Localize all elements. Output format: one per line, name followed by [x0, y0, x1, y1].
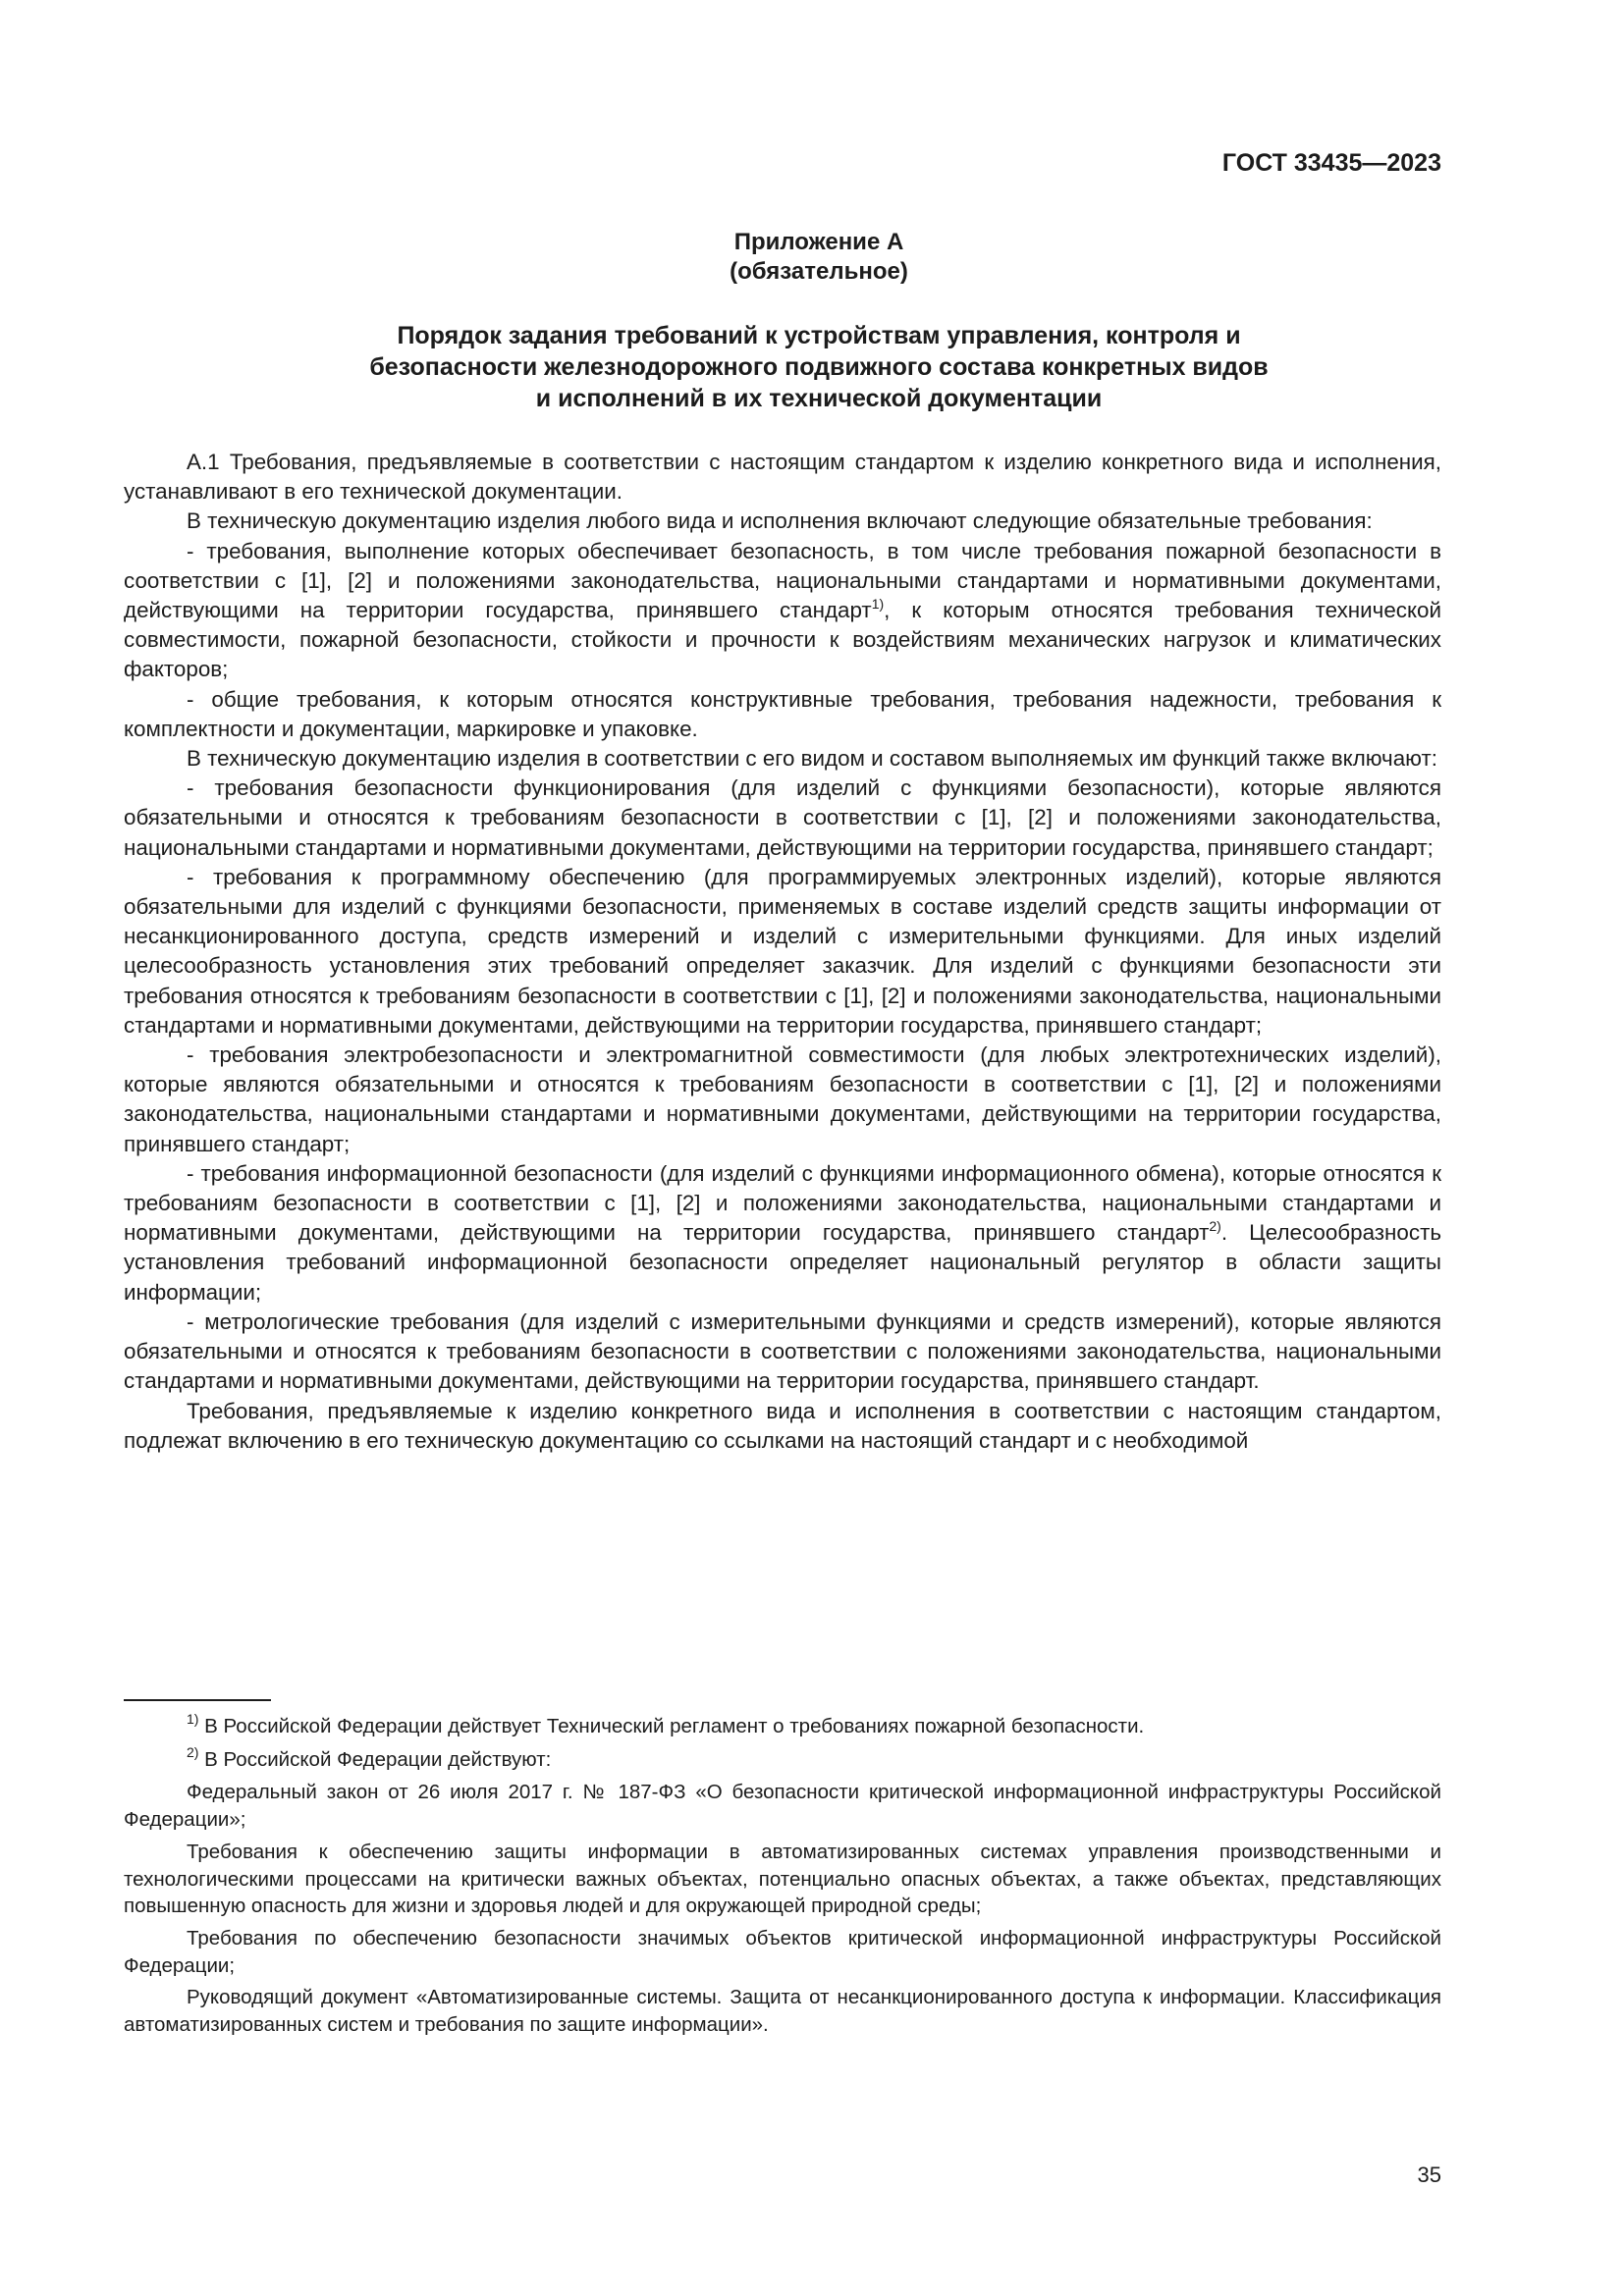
- footnote-mark: 2): [187, 1743, 199, 1760]
- annex-title: Приложение А: [733, 229, 904, 255]
- paragraph: - требования электробезопасности и электромагнитной совместимости (для любых электротехнических изделий), которые являются обязательными и относятся к требованиям безопасности в соответствии с [1], [2] и положениями законодательства, национальными стандартами и нормативными документами, действующими на территории государства, принявшего стандарт;: [124, 1042, 1441, 1156]
- paragraph: - требования к программному обеспечению (для программируемых электронных изделий), которые являются обязательными для изделий с функциями безопасности, применяемых в составе изделий средств защиты информации от несанкционированного доступа, средств измерений и изделий с измерительными функциями. Для иных изделий целесообразность установления этих требований определяет заказчик. Для изделий с функциями безопасности эти требования относятся к требованиям безопасности в соответствии с [1], [2] и положениями законодательства, национальными стандартами и нормативными документами, действующими на территории государства, принявшего стандарт;: [124, 864, 1441, 1038]
- paragraph: А.1 Требования, предъявляемые в соответствии с настоящим стандартом к изделию конкретного вида и исполнения, устанавливают в его технической документации.: [124, 450, 1441, 505]
- footnote-text: В Российской Федерации действует Технический регламент о требованиях пожарной безопасности.: [198, 1715, 1145, 1737]
- page-number: 35: [1417, 2163, 1441, 2187]
- paragraph: Требования, предъявляемые к изделию конкретного вида и исполнения в соответствии с настоящим стандартом, подлежат включению в его техническую документацию со ссылками на настоящий стандарт и с необходимой: [124, 1398, 1441, 1453]
- annex-heading: [196, 228, 1441, 414]
- footnote-text: В Российской Федерации действуют:: [198, 1747, 552, 1771]
- paragraph: - метрологические требования (для изделий с измерительными функциями и средств измерений), которые являются обязательными и относятся к требованиям безопасности в соответствии с положениями законодательства, национальными стандартами и нормативными документами, действующими на территории государства, принявшего стандарт.: [124, 1308, 1441, 1394]
- paragraph-text: . Целесообразность установления требований информационной безопасности определяет национальный регулятор в области защиты информации;: [124, 1220, 1441, 1305]
- paragraph: [124, 1159, 1441, 1308]
- footnote-2: [124, 1743, 1441, 1774]
- paragraph: В техническую документацию изделия в соответствии с его видом и составом выполняемых им функций также включают:: [187, 746, 1437, 772]
- annex-title-line: безопасности железнодорожного подвижного состава конкретных видов: [369, 353, 1269, 381]
- footnote-ref: 2): [1209, 1218, 1221, 1235]
- footnote-item: Требования по обеспечению безопасности значимых объектов критической информационной инфраструктуры Российской Федерации;: [124, 1926, 1441, 1977]
- paragraph-text: , к которым относятся требования технической совместимости, пожарной безопасности, стойкости и прочности к воздействиям механических нагрузок и климатических факторов;: [124, 598, 1441, 682]
- paragraph-text: - требования, выполнение которых обеспечивает безопасность, в том числе требования пожарной безопасности в соответствии с [1], [2] и положениями законодательства, национальными стандартами и нормативными документами, действующими на территории государства, принявшего стандарт: [124, 538, 1441, 623]
- footnote-ref: 1): [871, 596, 885, 613]
- footnote-item: Федеральный закон от 26 июля 2017 г. № 187-ФЗ «О безопасности критической информационной инфраструктуры Российской Федерации»;: [124, 1781, 1441, 1832]
- paragraph-text: - требования информационной безопасности (для изделий с функциями информационного обмена), которые относятся к требованиям безопасности в соответствии с [1], [2] и положениями законодательства, национальными стандартами и нормативными документами, действующими на территории государства, принявшего стандарт: [124, 1160, 1441, 1246]
- footnote-mark: 1): [187, 1711, 199, 1727]
- paragraph: [124, 537, 1441, 685]
- annex-title-line: Порядок задания требований к устройствам управления, контроля и: [397, 322, 1241, 349]
- paragraph: - общие требования, к которым относятся конструктивные требования, требования надежности, требования к комплектности и документации, маркировке и упаковке.: [124, 686, 1441, 741]
- paragraph: - требования безопасности функционирования (для изделий с функциями безопасности), которые являются обязательными и относятся к требованиям безопасности в соответствии с [1], [2] и положениями законодательства, национальными стандартами и нормативными документами, действующими на территории государства, принявшего стандарт;: [124, 775, 1441, 860]
- footnote-item: Руководящий документ «Автоматизированные системы. Защита от несанкционированного доступа к информации. Классификация автоматизированных систем и требования по защите информации».: [124, 1986, 1441, 2037]
- footnote-divider: [124, 1699, 271, 1701]
- footnotes: [124, 1713, 1441, 2044]
- body-text: [124, 448, 1441, 1456]
- footnote-item: Требования к обеспечению защиты информации в автоматизированных системах управления производственными и технологическими процессами на критически важных объектах, потенциально опасных объектах, а также объектах, представляющих повышенную опасность для жизни и здоровья людей и для окружающей природной среды;: [124, 1840, 1441, 1918]
- paragraph: В техническую документацию изделия любого вида и исполнения включают следующие обязательные требования:: [187, 508, 1373, 534]
- footnote-1: [124, 1713, 1441, 1740]
- annex-title-line: и исполнений в их технической документации: [535, 385, 1103, 412]
- annex-status: (обязательное): [730, 258, 908, 285]
- annex-main-title: [196, 320, 1441, 414]
- document-code: ГОСТ 33435—2023: [1221, 149, 1441, 177]
